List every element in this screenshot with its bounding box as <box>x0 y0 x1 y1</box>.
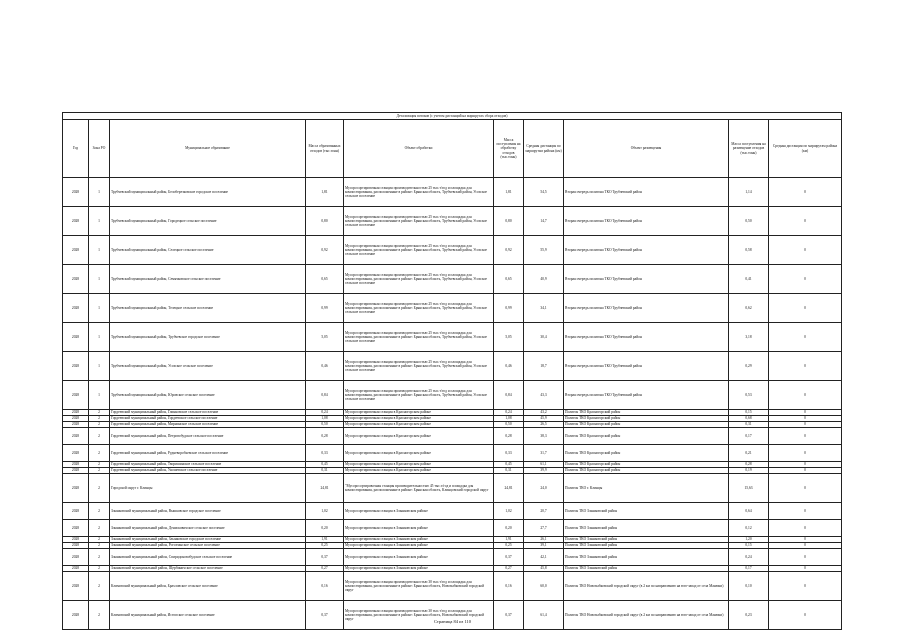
table-row <box>63 265 842 294</box>
cell-zone: 2 <box>89 474 110 503</box>
cell-mass-disposal: 1,20 <box>729 537 769 543</box>
cell-year: 2028 <box>63 207 89 236</box>
table-row <box>63 236 842 265</box>
header-mass-disposal: Масса поступления на размещение отходов (тыс.тонн) <box>729 120 769 178</box>
cell-municipality: Трубчевский муниципальный район, Городецкое сельское поселение <box>110 207 306 236</box>
table-row <box>63 352 842 381</box>
cell-mass-generated: 0,16 <box>306 572 344 601</box>
cell-zone: 2 <box>89 462 110 468</box>
table-row <box>63 178 842 207</box>
cell-processing-object: Мусоросортировочная станция производительностью 30 тыс.т/год и площадка для компостирования, расположенные в районе: Брянская область, Новозыбковский городской округ <box>344 601 494 630</box>
cell-mass-generated: 0,37 <box>306 549 344 566</box>
cell-mass-processing: 5,05 <box>494 323 524 352</box>
cell-mass-generated: 0,37 <box>306 601 344 630</box>
table-caption: Детализация потоков (с учетом дистанций на маршрутах сбора отходов) <box>63 113 842 120</box>
cell-municipality: Злынковский муниципальный район, Вышковское городское поселение <box>110 503 306 520</box>
cell-avg-distance-processing: 14,7 <box>524 207 564 236</box>
cell-processing-object: Мусоросортировочная станция в Злынковском районе <box>344 503 494 520</box>
cell-avg-distance-processing: 27,7 <box>524 520 564 537</box>
cell-mass-generated: 0,84 <box>306 381 344 410</box>
cell-avg-distance-disposal: 0 <box>769 381 842 410</box>
cell-zone: 2 <box>89 601 110 630</box>
cell-mass-processing: 0,20 <box>494 520 524 537</box>
cell-year: 2028 <box>63 474 89 503</box>
cell-avg-distance-processing: 26,1 <box>524 537 564 543</box>
cell-mass-processing: 0,24 <box>494 410 524 416</box>
cell-municipality: Трубчевский муниципальный район, Селецкое сельское поселение <box>110 236 306 265</box>
cell-mass-disposal: 0,50 <box>729 207 769 236</box>
header-disposal-object: Объект размещения <box>564 120 729 178</box>
cell-mass-disposal: 1,14 <box>729 178 769 207</box>
cell-disposal-object: Вторая очередь полигона ТКО Трубчевский район <box>564 381 729 410</box>
cell-mass-disposal: 0,64 <box>729 503 769 520</box>
cell-avg-distance-processing: 20,7 <box>524 503 564 520</box>
cell-mass-disposal: 0,15 <box>729 410 769 416</box>
cell-municipality: Трубчевский муниципальный район, Юровское сельское поселение <box>110 381 306 410</box>
cell-avg-distance-disposal: 0 <box>769 323 842 352</box>
cell-zone: 1 <box>89 178 110 207</box>
cell-year: 2028 <box>63 416 89 422</box>
cell-year: 2028 <box>63 503 89 520</box>
cell-processing-object: Мусоросортировочная станция в Злынковском районе <box>344 566 494 572</box>
cell-zone: 2 <box>89 520 110 537</box>
cell-disposal-object: Вторая очередь полигона ТКО Трубчевский район <box>564 294 729 323</box>
cell-municipality: Злынковский муниципальный район, Щербиничское сельское поселение <box>110 566 306 572</box>
cell-disposal-object: Полигон ТКО Красногорский район <box>564 416 729 422</box>
cell-mass-generated: 0,45 <box>306 462 344 468</box>
cell-zone: 1 <box>89 352 110 381</box>
cell-mass-processing: 0,33 <box>494 445 524 462</box>
cell-processing-object: Мусоросортировочная станция производительностью 25 тыс.т/год и площадка для компостирования, расположенные в районе: Брянская область, Трубчевский район, Усохское сельское поселение <box>344 265 494 294</box>
cell-mass-disposal: 0,62 <box>729 294 769 323</box>
cell-mass-processing: 0,84 <box>494 381 524 410</box>
cell-disposal-object: Полигон ТКО Злынковский район <box>564 566 729 572</box>
table-row <box>63 520 842 537</box>
cell-disposal-object: Полигон ТКО г. Клинцы <box>564 474 729 503</box>
cell-mass-processing: 1,02 <box>494 503 524 520</box>
cell-avg-distance-disposal: 0 <box>769 503 842 520</box>
cell-zone: 1 <box>89 381 110 410</box>
cell-avg-distance-processing: 34,1 <box>524 294 564 323</box>
cell-mass-disposal: 15,63 <box>729 474 769 503</box>
cell-year: 2028 <box>63 566 89 572</box>
cell-processing-object: Мусоросортировочная станция в Красногорском районе <box>344 428 494 445</box>
cell-mass-disposal: 0,28 <box>729 462 769 468</box>
cell-processing-object: Мусоросортировочная станция в Злынковском районе <box>344 537 494 543</box>
cell-year: 2028 <box>63 428 89 445</box>
table-row <box>63 323 842 352</box>
flows-table <box>62 112 842 630</box>
cell-mass-generated: 0,33 <box>306 445 344 462</box>
cell-mass-generated: 0,92 <box>306 236 344 265</box>
cell-processing-object: Мусоросортировочная станция в Красногорском районе <box>344 468 494 474</box>
cell-disposal-object: Полигон ТКО Злынковский район <box>564 520 729 537</box>
cell-disposal-object: Полигон ТКО Злынковский район <box>564 503 729 520</box>
cell-avg-distance-processing: 43,3 <box>524 381 564 410</box>
cell-avg-distance-processing: 61,4 <box>524 601 564 630</box>
cell-mass-disposal: 0,10 <box>729 572 769 601</box>
cell-avg-distance-disposal: 0 <box>769 207 842 236</box>
cell-avg-distance-processing: 26,5 <box>524 422 564 428</box>
cell-mass-disposal: 0,23 <box>729 601 769 630</box>
cell-mass-processing: 0,28 <box>494 428 524 445</box>
cell-mass-generated: 0,46 <box>306 352 344 381</box>
cell-zone: 2 <box>89 572 110 601</box>
cell-avg-distance-disposal: 0 <box>769 537 842 543</box>
cell-year: 2028 <box>63 178 89 207</box>
cell-avg-distance-processing: 24,0 <box>524 474 564 503</box>
cell-year: 2028 <box>63 537 89 543</box>
cell-processing-object: Мусоросортировочная станция производительностью 25 тыс.т/год и площадка для компостирования, расположенные в районе: Брянская область, Трубчевский район, Усохское сельское поселение <box>344 323 494 352</box>
cell-disposal-object: Полигон ТКО Красногорский район <box>564 445 729 462</box>
header-avg-distance-processing: Средняя дистанция по маршрутам района (км) <box>524 120 564 178</box>
cell-processing-object: Мусоросортировочная станция производительностью 25 тыс.т/год и площадка для компостирования, расположенные в районе: Брянская область, Трубчевский район, Усохское сельское поселение <box>344 381 494 410</box>
cell-avg-distance-disposal: 0 <box>769 543 842 549</box>
cell-avg-distance-processing: 45,8 <box>524 566 564 572</box>
cell-processing-object: Мусоросортировочная станция производительностью 30 тыс.т/год и площадка для компостирования, расположенные в районе: Брянская область, Новозыбковский городской округ <box>344 572 494 601</box>
cell-municipality: Злынковский муниципальный район, Рогозчанское сельское поселение <box>110 543 306 549</box>
header-year: Год <box>63 120 89 178</box>
cell-zone: 2 <box>89 410 110 416</box>
cell-processing-object: "Мусоросортировочная станция производительностью 45 тыс.т/год и площадка для компостирования, расположенные в районе: Брянская область, Клинцовский городской округ <box>344 474 494 503</box>
cell-mass-disposal: 0,19 <box>729 468 769 474</box>
cell-year: 2028 <box>63 601 89 630</box>
cell-mass-disposal: 0,53 <box>729 381 769 410</box>
cell-zone: 2 <box>89 549 110 566</box>
table-row <box>63 294 842 323</box>
cell-mass-disposal: 0,17 <box>729 428 769 445</box>
cell-processing-object: Мусоросортировочная станция в Злынковском районе <box>344 520 494 537</box>
cell-zone: 1 <box>89 323 110 352</box>
cell-mass-generated: 0,99 <box>306 294 344 323</box>
cell-processing-object: Мусоросортировочная станция в Красногорском районе <box>344 462 494 468</box>
cell-zone: 2 <box>89 543 110 549</box>
cell-processing-object: Мусоросортировочная станция производительностью 25 тыс.т/год и площадка для компостирования, расположенные в районе: Брянская область, Трубчевский район, Усохское сельское поселение <box>344 178 494 207</box>
cell-mass-disposal: 0,24 <box>729 549 769 566</box>
cell-processing-object: Мусоросортировочная станция в Злынковском районе <box>344 549 494 566</box>
cell-municipality: Трубчевский муниципальный район, Усохское сельское поселение <box>110 352 306 381</box>
cell-avg-distance-disposal: 0 <box>769 572 842 601</box>
cell-municipality: Злынковский муниципальный район, Спиридоновобудское сельское поселение <box>110 549 306 566</box>
cell-avg-distance-disposal: 0 <box>769 265 842 294</box>
cell-processing-object: Мусоросортировочная станция в Красногорском районе <box>344 422 494 428</box>
cell-mass-generated: 0,31 <box>306 468 344 474</box>
page-number: Страница 84 из 110 <box>433 619 472 624</box>
cell-zone: 2 <box>89 468 110 474</box>
cell-processing-object: Мусоросортировочная станция производительностью 25 тыс.т/год и площадка для компостирования, расположенные в районе: Брянская область, Трубчевский район, Усохское сельское поселение <box>344 352 494 381</box>
cell-avg-distance-disposal: 0 <box>769 566 842 572</box>
cell-disposal-object: Полигон ТКО Новозыбковский городской округ (в 2 км по направлению на юго-запад от села Манюки) <box>564 601 729 630</box>
cell-zone: 2 <box>89 566 110 572</box>
cell-year: 2028 <box>63 445 89 462</box>
cell-avg-distance-disposal: 0 <box>769 178 842 207</box>
cell-mass-processing: 0,46 <box>494 352 524 381</box>
cell-mass-generated: 1,81 <box>306 178 344 207</box>
cell-zone: 1 <box>89 265 110 294</box>
cell-year: 2028 <box>63 236 89 265</box>
cell-avg-distance-disposal: 0 <box>769 445 842 462</box>
cell-zone: 2 <box>89 445 110 462</box>
cell-mass-processing: 24,81 <box>494 474 524 503</box>
cell-avg-distance-disposal: 0 <box>769 294 842 323</box>
cell-disposal-object: Полигон ТКО Красногорский район <box>564 468 729 474</box>
cell-disposal-object: Вторая очередь полигона ТКО Трубчевский район <box>564 236 729 265</box>
cell-disposal-object: Вторая очередь полигона ТКО Трубчевский район <box>564 178 729 207</box>
cell-mass-generated: 0,25 <box>306 543 344 549</box>
header-municipality: Муниципальное образование <box>110 120 306 178</box>
cell-mass-generated: 1,02 <box>306 503 344 520</box>
cell-municipality: Гордеевский муниципальный район, Творишинское сельское поселение <box>110 462 306 468</box>
cell-year: 2028 <box>63 265 89 294</box>
table-row <box>63 445 842 462</box>
cell-mass-processing: 0,25 <box>494 543 524 549</box>
cell-mass-generated: 1,91 <box>306 537 344 543</box>
cell-mass-processing: 0,27 <box>494 566 524 572</box>
cell-year: 2028 <box>63 520 89 537</box>
cell-disposal-object: Полигон ТКО Красногорский район <box>564 410 729 416</box>
cell-avg-distance-processing: 31,7 <box>524 445 564 462</box>
cell-avg-distance-processing: 42,1 <box>524 549 564 566</box>
cell-mass-generated: 0,20 <box>306 520 344 537</box>
cell-year: 2028 <box>63 572 89 601</box>
cell-year: 2028 <box>63 294 89 323</box>
cell-year: 2028 <box>63 410 89 416</box>
cell-avg-distance-disposal: 0 <box>769 422 842 428</box>
cell-processing-object: Мусоросортировочная станция производительностью 25 тыс.т/год и площадка для компостирования, расположенные в районе: Брянская область, Трубчевский район, Усохское сельское поселение <box>344 236 494 265</box>
cell-disposal-object: Полигон ТКО Новозыбковский городской округ (в 2 км по направлению на юго-запад от села Манюки) <box>564 572 729 601</box>
cell-mass-generated: 0,24 <box>306 410 344 416</box>
cell-avg-distance-processing: 60,0 <box>524 572 564 601</box>
table-row <box>63 428 842 445</box>
cell-municipality: Трубчевский муниципальный район, Белоберезковское городское поселение <box>110 178 306 207</box>
cell-mass-generated: 0,27 <box>306 566 344 572</box>
cell-processing-object: Мусоросортировочная станция в Злынковском районе <box>344 543 494 549</box>
cell-avg-distance-processing: 39,1 <box>524 543 564 549</box>
cell-processing-object: Мусоросортировочная станция производительностью 25 тыс.т/год и площадка для компостирования, расположенные в районе: Брянская область, Трубчевский район, Усохское сельское поселение <box>344 294 494 323</box>
cell-avg-distance-disposal: 0 <box>769 549 842 566</box>
cell-avg-distance-disposal: 0 <box>769 352 842 381</box>
cell-avg-distance-processing: 18,7 <box>524 352 564 381</box>
cell-municipality: Трубчевский муниципальный район, Семячковское сельское поселение <box>110 265 306 294</box>
cell-avg-distance-disposal: 0 <box>769 520 842 537</box>
cell-mass-disposal: 0,41 <box>729 265 769 294</box>
cell-municipality: Трубчевский муниципальный район, Трубчевское городское поселение <box>110 323 306 352</box>
cell-mass-generated: 5,05 <box>306 323 344 352</box>
cell-avg-distance-processing: 30,4 <box>524 323 564 352</box>
cell-year: 2028 <box>63 352 89 381</box>
cell-mass-processing: 0,65 <box>494 265 524 294</box>
table-row <box>63 474 842 503</box>
cell-mass-processing: 0,37 <box>494 549 524 566</box>
cell-mass-generated: 1,08 <box>306 416 344 422</box>
cell-avg-distance-disposal: 0 <box>769 416 842 422</box>
cell-municipality: Гордеевский муниципальный район, Уношевское сельское поселение <box>110 468 306 474</box>
header-zone: Зона РО <box>89 120 110 178</box>
cell-mass-generated: 24,81 <box>306 474 344 503</box>
cell-mass-disposal: 0,21 <box>729 445 769 462</box>
cell-mass-disposal: 3,18 <box>729 323 769 352</box>
cell-mass-processing: 0,45 <box>494 462 524 468</box>
cell-mass-processing: 0,37 <box>494 601 524 630</box>
cell-processing-object: Мусоросортировочная станция в Красногорском районе <box>344 416 494 422</box>
header-mass-generated: Масса образованных отходов (тыс.тонн) <box>306 120 344 178</box>
cell-avg-distance-disposal: 0 <box>769 474 842 503</box>
cell-year: 2028 <box>63 323 89 352</box>
cell-avg-distance-processing: 61,1 <box>524 462 564 468</box>
table-body <box>63 178 842 630</box>
cell-mass-processing: 0,16 <box>494 572 524 601</box>
header-row <box>63 120 842 178</box>
document-page <box>62 112 841 630</box>
cell-mass-disposal: 0,31 <box>729 422 769 428</box>
cell-mass-generated: 0,80 <box>306 207 344 236</box>
cell-municipality: Гордеевский муниципальный район, Глинновское сельское поселение <box>110 410 306 416</box>
cell-disposal-object: Вторая очередь полигона ТКО Трубчевский район <box>564 323 729 352</box>
cell-mass-generated: 0,65 <box>306 265 344 294</box>
cell-mass-processing: 0,50 <box>494 422 524 428</box>
cell-disposal-object: Вторая очередь полигона ТКО Трубчевский район <box>564 207 729 236</box>
cell-zone: 2 <box>89 503 110 520</box>
cell-avg-distance-disposal: 0 <box>769 410 842 416</box>
cell-mass-disposal: 0,29 <box>729 352 769 381</box>
cell-zone: 2 <box>89 422 110 428</box>
cell-disposal-object: Вторая очередь полигона ТКО Трубчевский район <box>564 265 729 294</box>
cell-year: 2028 <box>63 549 89 566</box>
table-row <box>63 207 842 236</box>
cell-processing-object: Мусоросортировочная станция в Красногорском районе <box>344 445 494 462</box>
cell-mass-processing: 0,31 <box>494 468 524 474</box>
cell-avg-distance-disposal: 0 <box>769 236 842 265</box>
cell-avg-distance-processing: 39,9 <box>524 468 564 474</box>
cell-municipality: Гордеевский муниципальный район, Рудневоробьевское сельское поселение <box>110 445 306 462</box>
cell-disposal-object: Полигон ТКО Злынковский район <box>564 549 729 566</box>
cell-mass-disposal: 0,58 <box>729 236 769 265</box>
header-mass-processing: Масса поступления на обработку отходов (тыс.тонн) <box>494 120 524 178</box>
cell-year: 2028 <box>63 422 89 428</box>
cell-municipality: Климовский муниципальный район, Истопское сельское поселение <box>110 601 306 630</box>
cell-year: 2028 <box>63 468 89 474</box>
cell-year: 2028 <box>63 543 89 549</box>
cell-mass-processing: 0,80 <box>494 207 524 236</box>
cell-disposal-object: Вторая очередь полигона ТКО Трубчевский район <box>564 352 729 381</box>
cell-mass-disposal: 0,15 <box>729 543 769 549</box>
cell-avg-distance-disposal: 0 <box>769 462 842 468</box>
cell-municipality: Гордеевский муниципальный район, Петровобудское сельское поселение <box>110 428 306 445</box>
cell-zone: 1 <box>89 294 110 323</box>
table-row <box>63 549 842 566</box>
cell-municipality: Злынковский муниципальный район, Денисковичское сельское поселение <box>110 520 306 537</box>
cell-disposal-object: Полигон ТКО Красногорский район <box>564 428 729 445</box>
cell-avg-distance-processing: 38,3 <box>524 428 564 445</box>
cell-avg-distance-processing: 43,2 <box>524 410 564 416</box>
cell-zone: 2 <box>89 537 110 543</box>
table-row <box>63 381 842 410</box>
cell-avg-distance-disposal: 0 <box>769 428 842 445</box>
cell-processing-object: Мусоросортировочная станция в Красногорском районе <box>344 410 494 416</box>
cell-mass-processing: 1,91 <box>494 537 524 543</box>
cell-disposal-object: Полигон ТКО Красногорский район <box>564 422 729 428</box>
cell-processing-object: Мусоросортировочная станция производительностью 25 тыс.т/год и площадка для компостирования, расположенные в районе: Брянская область, Трубчевский район, Усохское сельское поселение <box>344 207 494 236</box>
cell-disposal-object: Полигон ТКО Злынковский район <box>564 537 729 543</box>
cell-year: 2028 <box>63 381 89 410</box>
cell-mass-processing: 0,99 <box>494 294 524 323</box>
cell-year: 2028 <box>63 462 89 468</box>
cell-avg-distance-processing: 40,9 <box>524 265 564 294</box>
cell-avg-distance-processing: 54,5 <box>524 178 564 207</box>
cell-disposal-object: Полигон ТКО Красногорский район <box>564 462 729 468</box>
cell-municipality: Гордеевский муниципальный район, Гордеевское сельское поселение <box>110 416 306 422</box>
cell-avg-distance-processing: 55,9 <box>524 236 564 265</box>
cell-mass-generated: 0,50 <box>306 422 344 428</box>
table-row <box>63 503 842 520</box>
cell-zone: 2 <box>89 428 110 445</box>
cell-avg-distance-disposal: 0 <box>769 468 842 474</box>
cell-municipality: Климовский муниципальный район, Брахловское сельское поселение <box>110 572 306 601</box>
cell-zone: 1 <box>89 207 110 236</box>
cell-zone: 2 <box>89 416 110 422</box>
cell-zone: 1 <box>89 236 110 265</box>
table-row <box>63 572 842 601</box>
cell-disposal-object: Полигон ТКО Злынковский район <box>564 543 729 549</box>
cell-mass-processing: 1,08 <box>494 416 524 422</box>
cell-mass-disposal: 0,68 <box>729 416 769 422</box>
cell-municipality: Злынковский муниципальный район, Злынковское городское поселение <box>110 537 306 543</box>
cell-municipality: Гордеевский муниципальный район, Мирнинское сельское поселение <box>110 422 306 428</box>
cell-mass-disposal: 0,12 <box>729 520 769 537</box>
cell-municipality: Трубчевский муниципальный район, Телецкое сельское поселение <box>110 294 306 323</box>
cell-mass-generated: 0,28 <box>306 428 344 445</box>
cell-avg-distance-processing: 45,9 <box>524 416 564 422</box>
cell-avg-distance-disposal: 0 <box>769 601 842 630</box>
cell-mass-processing: 0,92 <box>494 236 524 265</box>
header-avg-distance-disposal: Средняя дистанция по маршрутам района (км) <box>769 120 842 178</box>
cell-mass-disposal: 0,17 <box>729 566 769 572</box>
cell-municipality: Городской округ г. Клинцы <box>110 474 306 503</box>
header-processing-object: Объект обработки <box>344 120 494 178</box>
cell-mass-processing: 1,81 <box>494 178 524 207</box>
table-row <box>63 601 842 630</box>
